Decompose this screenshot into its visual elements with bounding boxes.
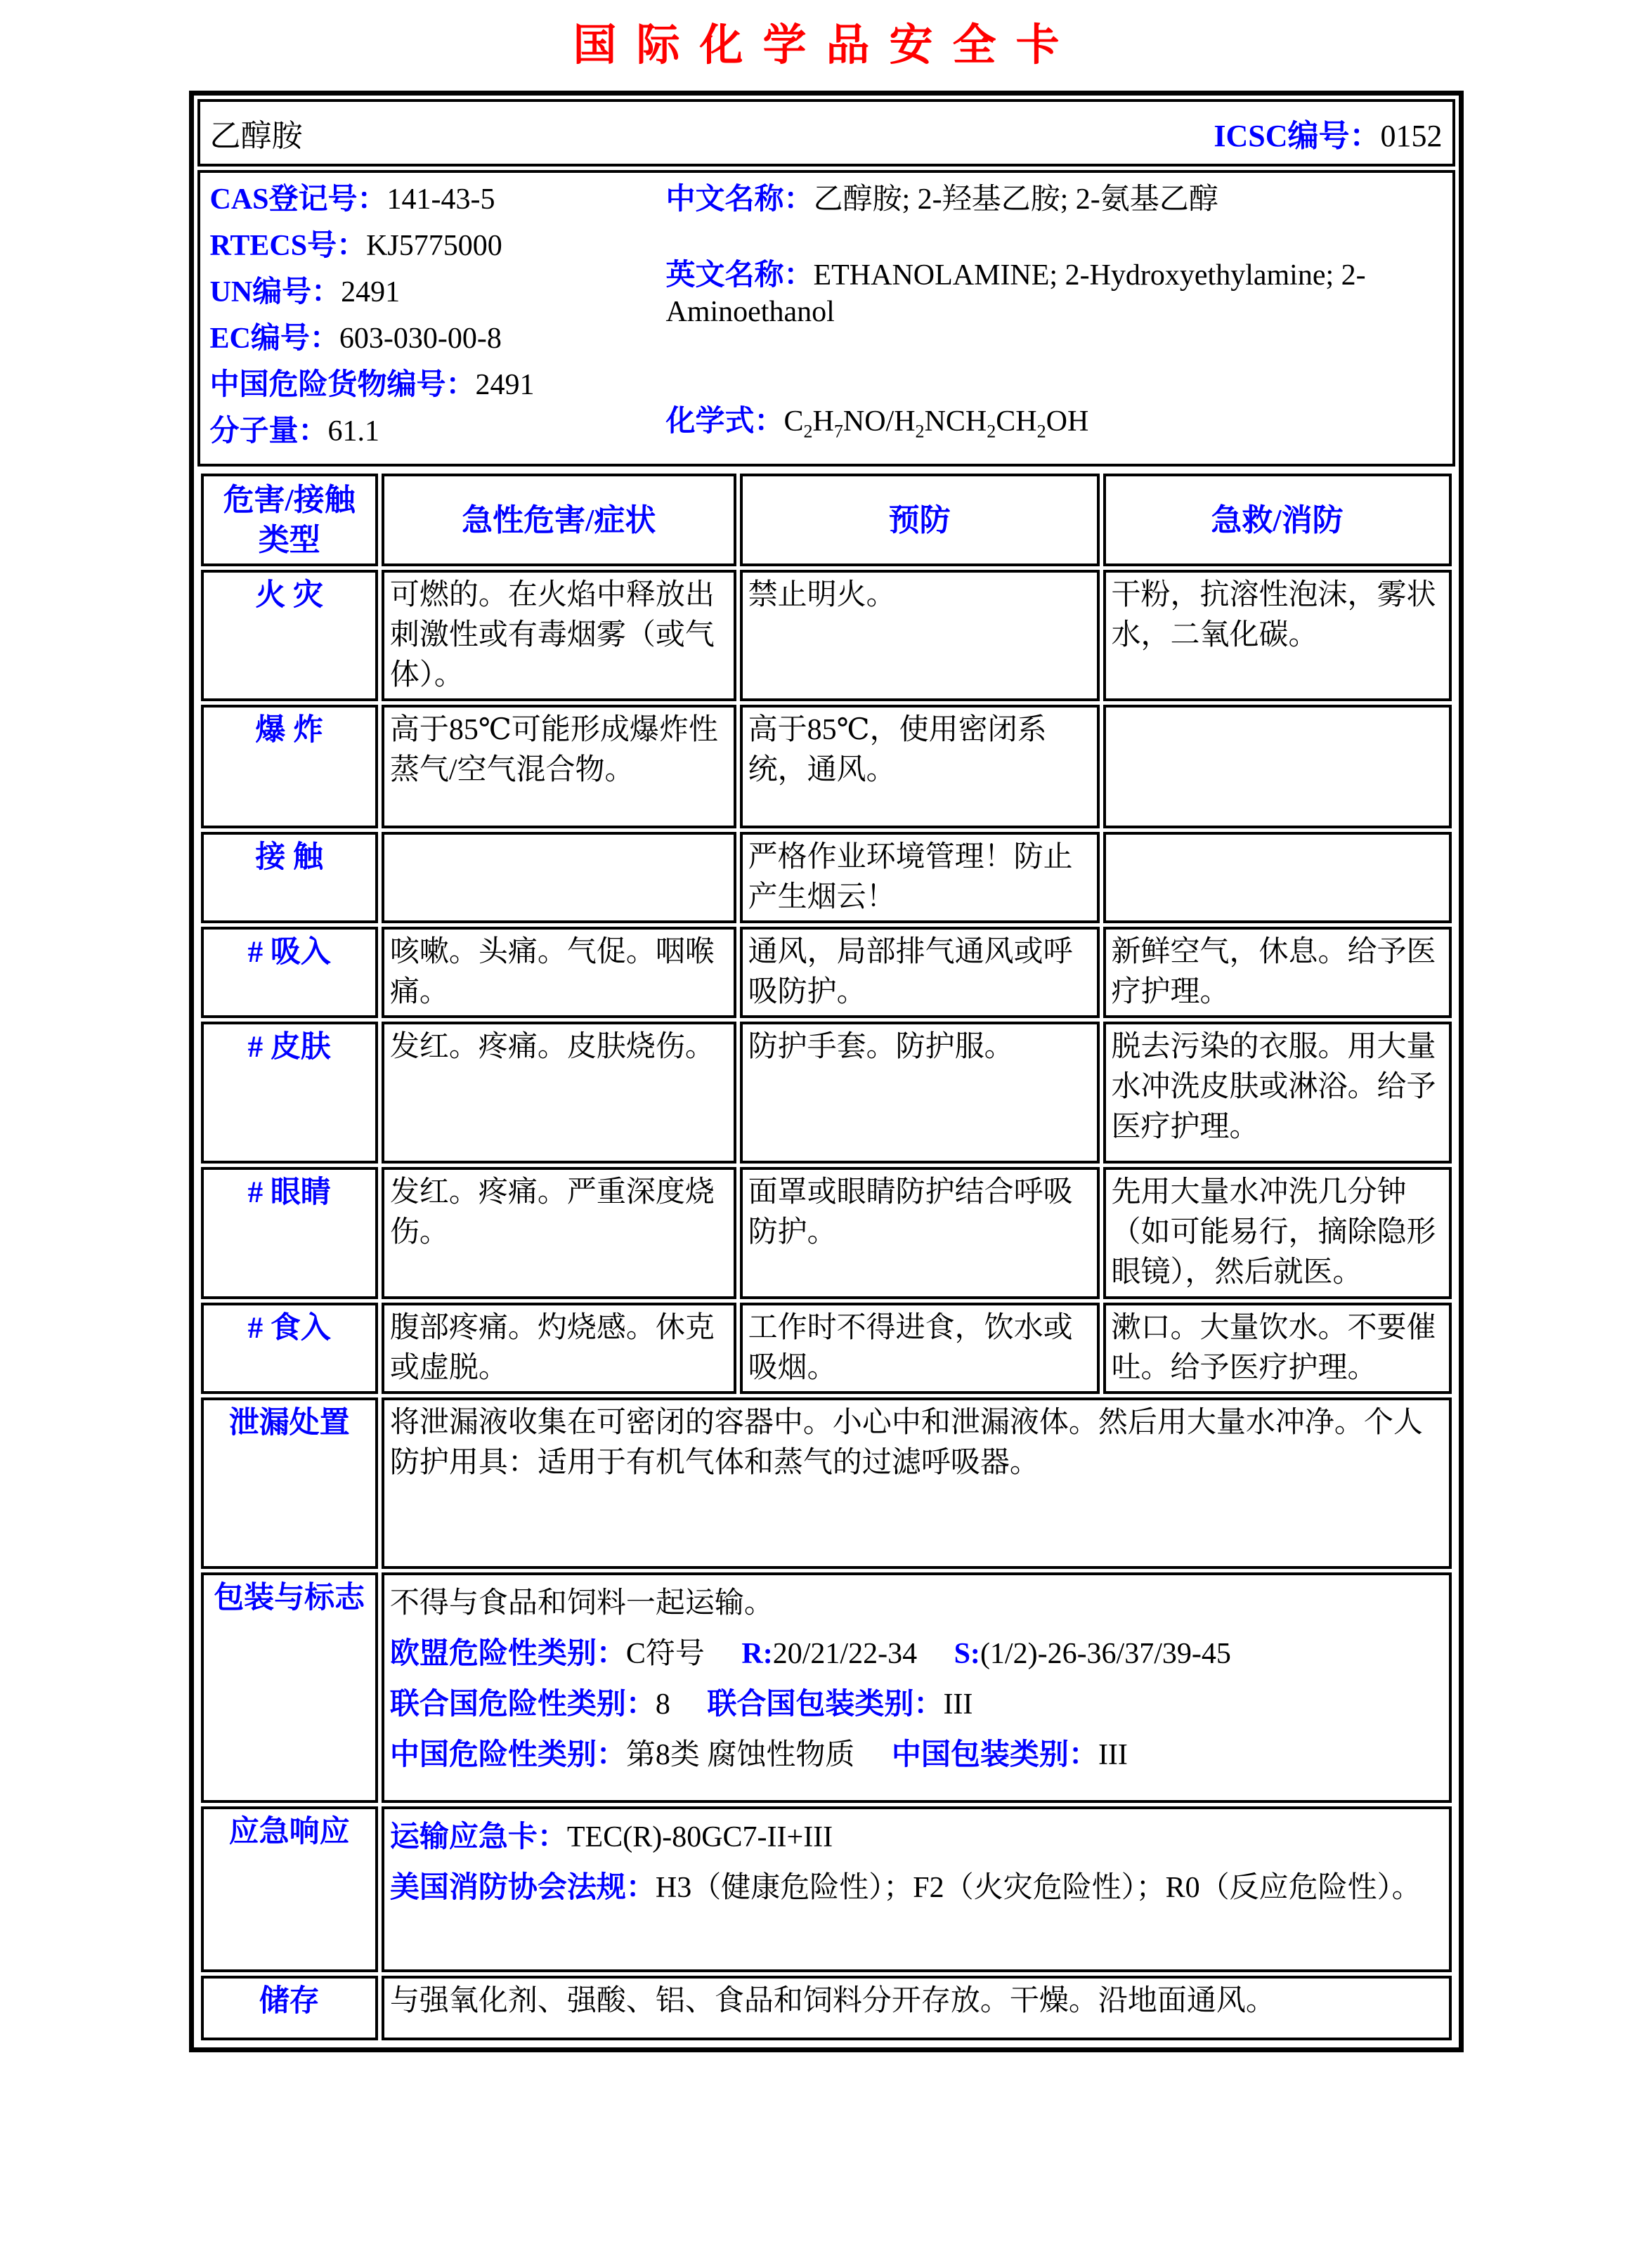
identifier-label: 中国危险货物编号： [209, 369, 476, 401]
explosion-symptoms-cell: 高于85℃可能形成爆炸性蒸气/空气混合物。 [382, 705, 736, 828]
icsc-number-group [1214, 110, 1442, 155]
identifier-row [210, 367, 666, 403]
hazard-row-packaging-labeling [201, 1572, 1452, 1803]
row-label-spill-disposal: 泄漏处置 [201, 1397, 378, 1569]
identifier-value: 603-030-00-8 [339, 322, 502, 355]
header-cell-firstaid: 急救/消防 [1103, 474, 1452, 566]
text-line: 联合国危险性类别：8 联合国包装类别：III [389, 1688, 973, 1721]
inhalation-symptoms-cell: 咳嗽。头痛。气促。咽喉痛。 [382, 927, 736, 1018]
text-line: 中国危险性类别：第8类 腐蚀性物质 中国包装类别：III [389, 1739, 1128, 1771]
text-line: 运输应急卡：TEC(R)-80GC7-II+III [389, 1821, 833, 1853]
hazard-row-eyes [201, 1167, 1452, 1299]
icsc-number-value: 0152 [1380, 119, 1443, 153]
skin-firstaid-cell: 脱去污染的衣服。用大量水冲洗皮肤或淋浴。给予医疗护理。 [1103, 1022, 1452, 1164]
identifier-value: 2491 [341, 276, 401, 308]
text-line: 欧盟危险性类别：C符号 R:20/21/22-34 S:(1/2)-26-36/37/39-45 [389, 1638, 1231, 1670]
inhalation-prevention-cell: 通风，局部排气通风或呼吸防护。 [740, 927, 1100, 1018]
explosion-firstaid-cell [1103, 705, 1452, 828]
header-cell-symptoms: 急性危害/症状 [382, 474, 736, 566]
identifier-value: 141-43-5 [386, 183, 495, 216]
contact-firstaid-cell [1103, 832, 1452, 923]
hazard-row-ingestion [201, 1303, 1452, 1394]
names-column [665, 181, 1442, 457]
ingestion-prevention-cell: 工作时不得进食，饮水或吸烟。 [740, 1303, 1100, 1394]
english-name-value: ETHANOLAMINE; 2-Hydroxyethylamine; 2-Aminoethanol [665, 259, 1366, 328]
hazard-table [197, 470, 1455, 2044]
identifier-label: RTECS号： [209, 230, 367, 262]
card-header-band [197, 99, 1455, 167]
text-line: 不得与食品和饲料一起运输。 [389, 1587, 774, 1619]
fire-firstaid-cell: 干粉，抗溶性泡沫，雾状水，二氧化碳。 [1103, 570, 1452, 701]
formula-row [665, 403, 1442, 450]
header-cell-hazard-type: 危害/接触类型 [201, 474, 378, 566]
row-label-inhalation: # 吸入 [201, 927, 378, 1018]
identifier-value: KJ5775000 [366, 230, 502, 262]
fire-symptoms-cell: 可燃的。在火焰中释放出刺激性或有毒烟雾（或气体）。 [382, 570, 736, 701]
icsc-document-page [0, 10, 1652, 2242]
identifier-row [210, 413, 666, 450]
chinese-name-value: 乙醇胺; 2-羟基乙胺; 2-氨基乙醇 [813, 183, 1218, 216]
formula-value: $C_2H_7NO/H_2NCH_2CH_2OH$ [783, 405, 1089, 442]
english-name-label: 英文名称： [665, 259, 814, 292]
packaging-labeling-cell [382, 1572, 1452, 1803]
identifier-label: CAS登记号： [209, 183, 387, 216]
row-label-fire: 火 灾 [201, 570, 378, 701]
contact-symptoms-cell [382, 832, 736, 923]
header-cell-prevention: 预防 [740, 474, 1100, 566]
hazard-header-row [201, 474, 1452, 566]
eyes-prevention-cell: 面罩或眼睛防护结合呼吸防护。 [740, 1167, 1100, 1299]
hazard-row-emergency-response [201, 1806, 1452, 1972]
substance-name: 乙醇胺 [209, 119, 303, 153]
hazard-row-inhalation [201, 927, 1452, 1018]
chemical-info-section [197, 170, 1455, 467]
hazard-row-explosion [201, 705, 1452, 828]
row-label-explosion: 爆 炸 [201, 705, 378, 828]
eyes-symptoms-cell: 发红。疼痛。严重深度烧伤。 [382, 1167, 736, 1299]
row-label-skin: # 皮肤 [201, 1022, 378, 1164]
row-label-storage: 储存 [201, 1976, 378, 2040]
storage-cell: 与强氧化剂、强酸、铝、食品和饲料分开存放。干燥。沿地面通风。 [382, 1976, 1452, 2040]
skin-prevention-cell: 防护手套。防护服。 [740, 1022, 1100, 1164]
hazard-row-contact [201, 832, 1452, 923]
row-label-eyes: # 眼睛 [201, 1167, 378, 1299]
identifier-row [210, 228, 666, 264]
fire-prevention-cell: 禁止明火。 [740, 570, 1100, 701]
identifier-row [210, 181, 666, 218]
row-label-ingestion: # 食入 [201, 1303, 378, 1394]
skin-symptoms-cell: 发红。疼痛。皮肤烧伤。 [382, 1022, 736, 1164]
row-label-packaging-labeling: 包装与标志 [201, 1572, 378, 1803]
hazard-row-skin [201, 1022, 1452, 1164]
row-label-emergency-response: 应急响应 [201, 1806, 378, 1972]
identifier-label: UN编号： [209, 276, 342, 308]
emergency-response-cell [382, 1806, 1452, 1972]
safety-card [189, 91, 1464, 2052]
identifier-label: EC编号： [209, 322, 339, 355]
identifier-label: 分子量： [209, 415, 328, 448]
text-line: 美国消防协会法规：H3（健康危险性）；F2（火灾危险性）；R0（反应危险性）。 [389, 1872, 1422, 1904]
chinese-name-row [665, 181, 1442, 218]
spill-disposal-cell: 将泄漏液收集在可密闭的容器中。小心中和泄漏液体。然后用大量水冲净。个人防护用具：适用于有机气体和蒸气的过滤呼吸器。 [382, 1397, 1452, 1569]
page-title: 国际化学品安全卡 [573, 22, 1079, 70]
identifier-value: 61.1 [327, 415, 380, 448]
row-label-contact: 接 触 [201, 832, 378, 923]
identifier-row [210, 274, 666, 311]
explosion-prevention-cell: 高于85℃，使用密闭系统，通风。 [740, 705, 1100, 828]
chinese-name-label: 中文名称： [665, 183, 814, 216]
formula-label: 化学式： [665, 405, 784, 438]
contact-prevention-cell: 严格作业环境管理！防止产生烟云！ [740, 832, 1100, 923]
hazard-row-spill-disposal [201, 1397, 1452, 1569]
hazard-row-fire [201, 570, 1452, 701]
ingestion-symptoms-cell: 腹部疼痛。灼烧感。休克或虚脱。 [382, 1303, 736, 1394]
hazard-row-storage [201, 1976, 1452, 2040]
ingestion-firstaid-cell: 漱口。大量饮水。不要催吐。给予医疗护理。 [1103, 1303, 1452, 1394]
english-name-row [665, 257, 1442, 330]
inhalation-firstaid-cell: 新鲜空气，休息。给予医疗护理。 [1103, 927, 1452, 1018]
identifier-row [210, 320, 666, 357]
identifier-list [210, 181, 666, 457]
identifier-value: 2491 [475, 369, 535, 401]
eyes-firstaid-cell: 先用大量水冲洗几分钟（如可能易行，摘除隐形眼镜），然后就医。 [1103, 1167, 1452, 1299]
icsc-number-label: ICSC编号： [1214, 119, 1381, 153]
